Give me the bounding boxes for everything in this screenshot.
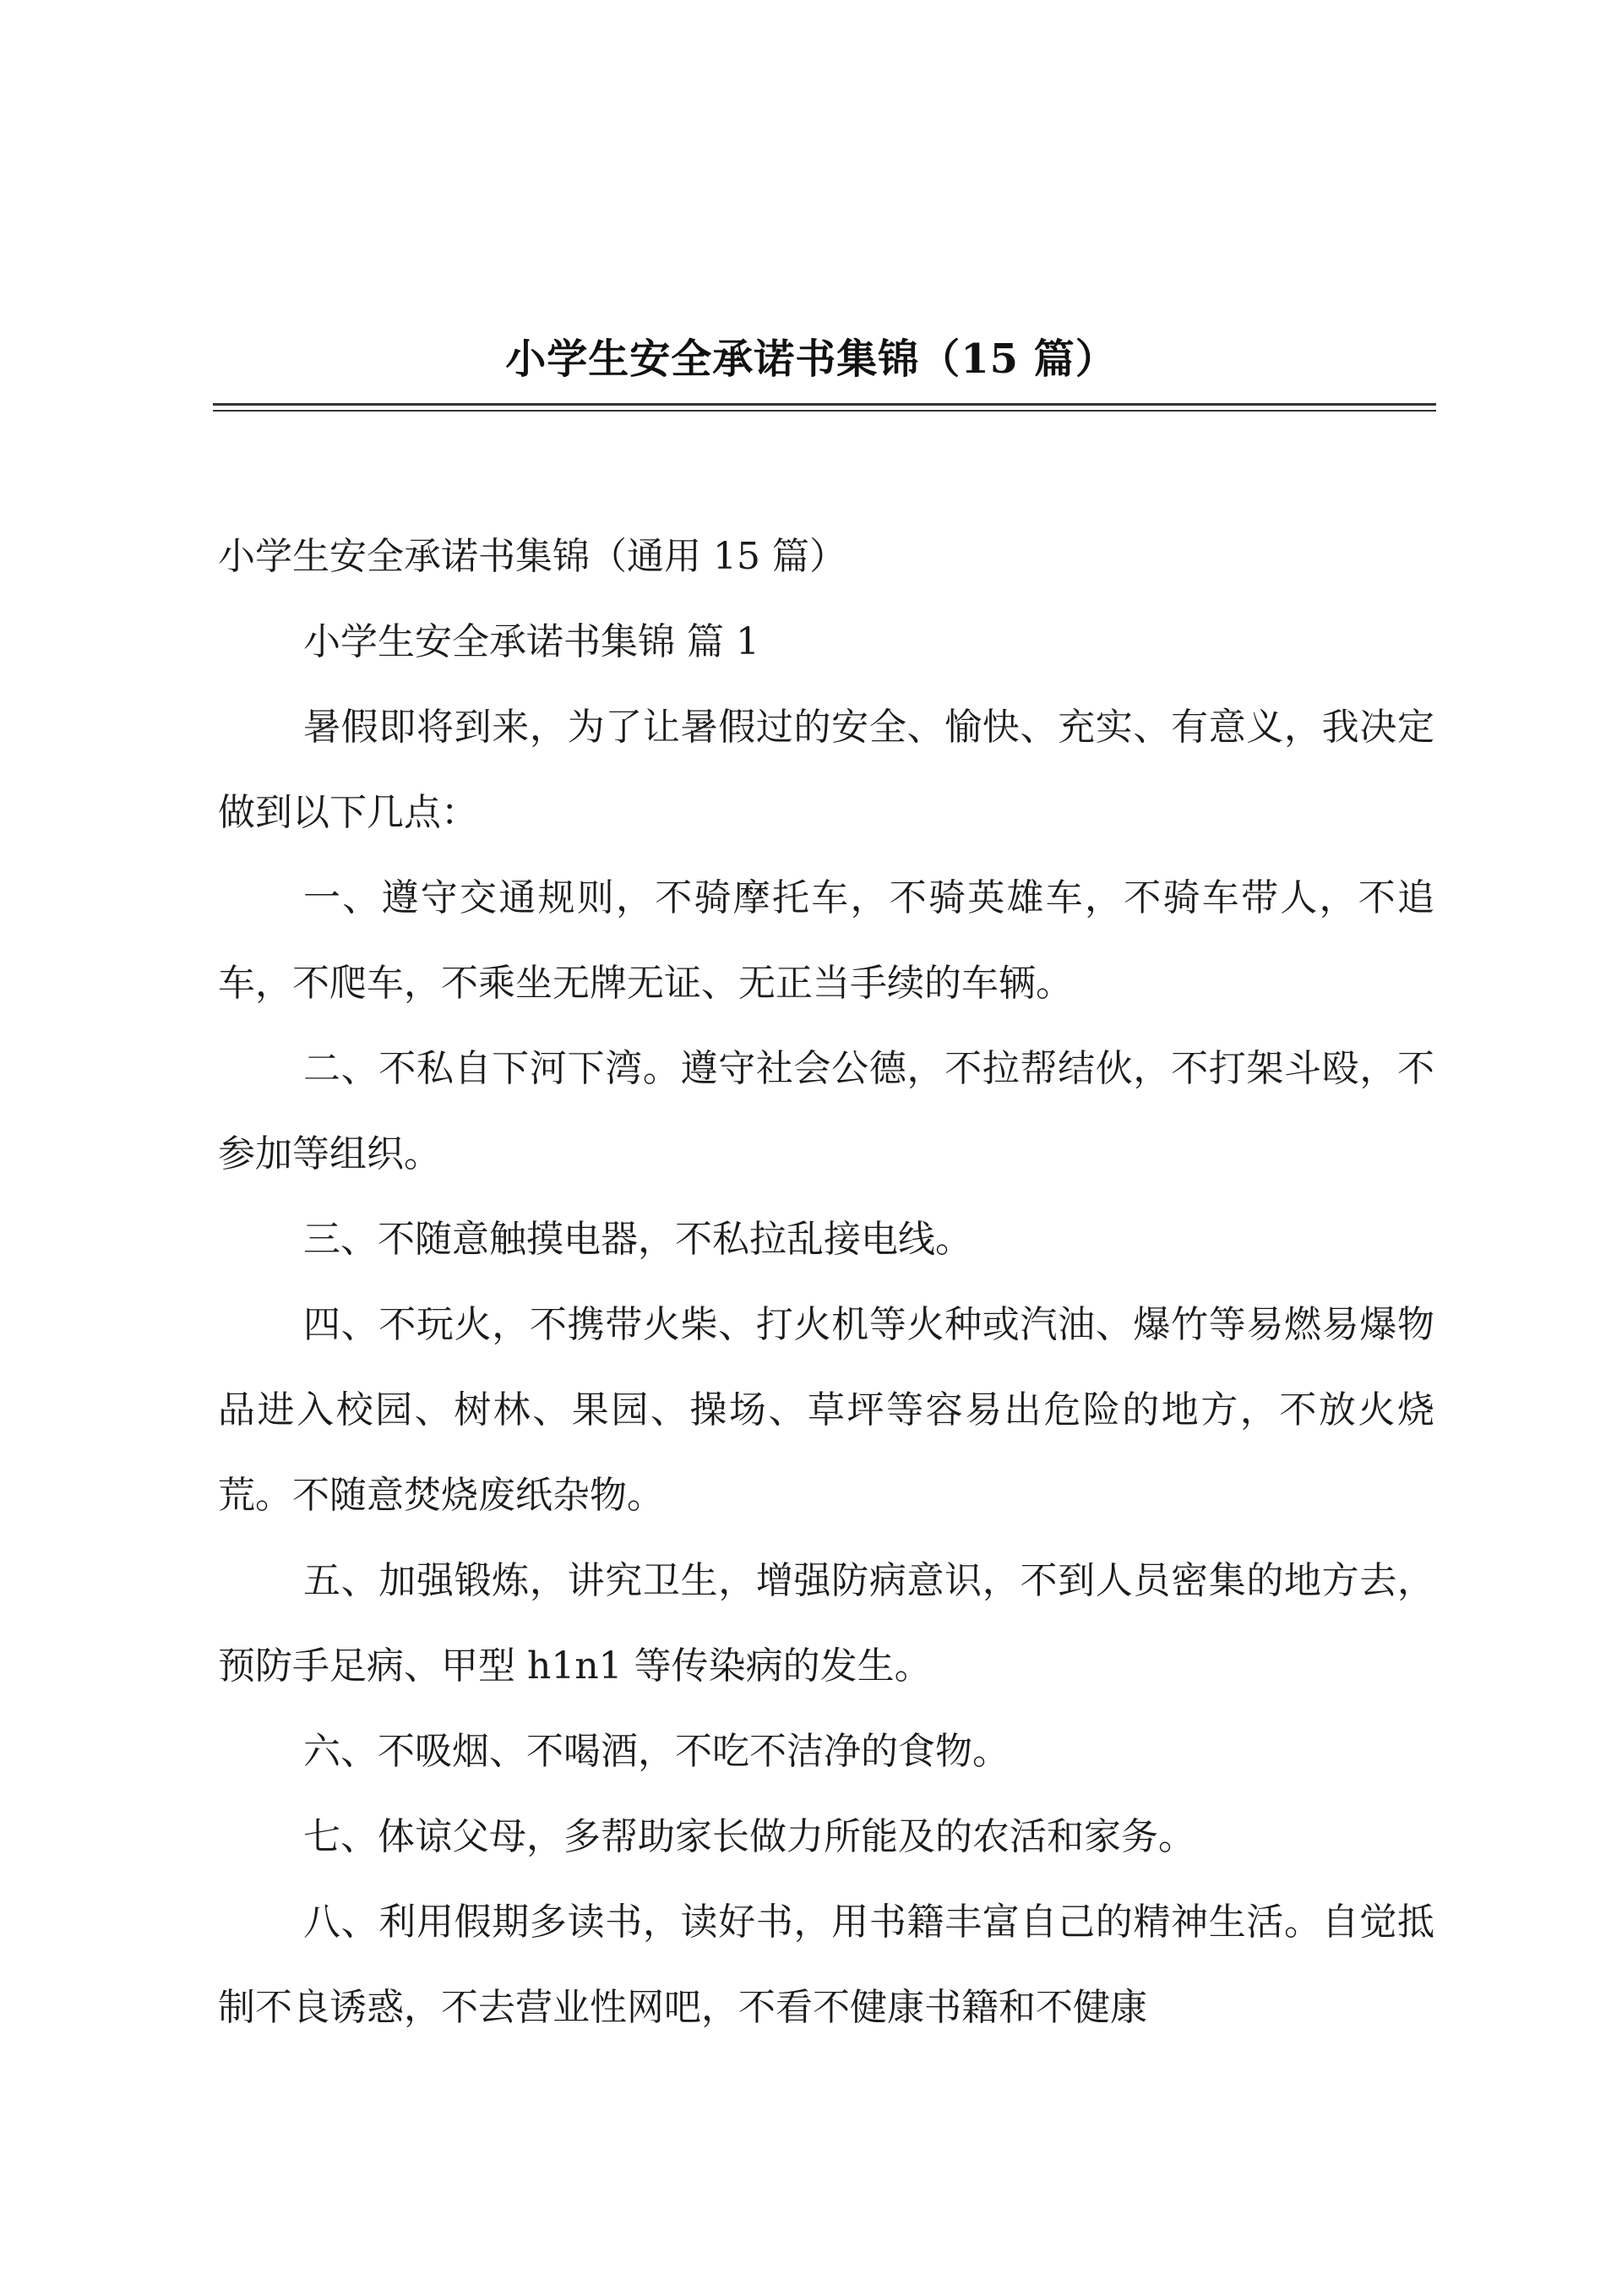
pledge-item-1: 一、遵守交通规则，不骑摩托车，不骑英雄车，不骑车带人，不追车，不爬车，不乘坐无牌无证、无正当手续的车辆。 <box>218 876 1434 1005</box>
pledge-item-5: 五、加强锻炼，讲究卫生，增强防病意识，不到人员密集的地方去，预防手足病、甲型 h1n1 等传染病的发生。 <box>218 1559 1434 1688</box>
pledge-item-3: 三、不随意触摸电器，不私拉乱接电线。 <box>303 1218 972 1261</box>
pledge-item-4: 四、不玩火，不携带火柴、打火机等火种或汽油、爆竹等易燃易爆物品进入校园、树林、果园、操场、草坪等容易出危险的地方，不放火烧荒。不随意焚烧废纸杂物。 <box>218 1303 1434 1517</box>
title-underline-thin <box>213 410 1436 412</box>
document-body <box>218 514 1434 2050</box>
pledge-item-7: 七、体谅父母，多帮助家长做力所能及的农活和家务。 <box>303 1815 1195 1858</box>
document-subtitle: 小学生安全承诺书集锦（通用 15 篇） <box>218 535 846 578</box>
intro-paragraph: 暑假即将到来，为了让暑假过的安全、愉快、充实、有意义，我决定做到以下几点： <box>218 706 1434 834</box>
pledge-item-6: 六、不吸烟、不喝酒，不吃不洁净的食物。 <box>303 1730 1010 1773</box>
title-underline-thick <box>213 403 1436 406</box>
pledge-item-8: 八、利用假期多读书，读好书，用书籍丰富自己的精神生活。自觉抵制不良诱惑，不去营业性网吧，不看不健康书籍和不健康 <box>218 1901 1434 2029</box>
pledge-item-2: 二、不私自下河下湾。遵守社会公德，不拉帮结伙，不打架斗殴，不参加等组织。 <box>218 1047 1434 1175</box>
section-heading: 小学生安全承诺书集锦 篇 1 <box>303 620 759 663</box>
document-title: 小学生安全承诺书集锦（15 篇） <box>505 335 1117 383</box>
